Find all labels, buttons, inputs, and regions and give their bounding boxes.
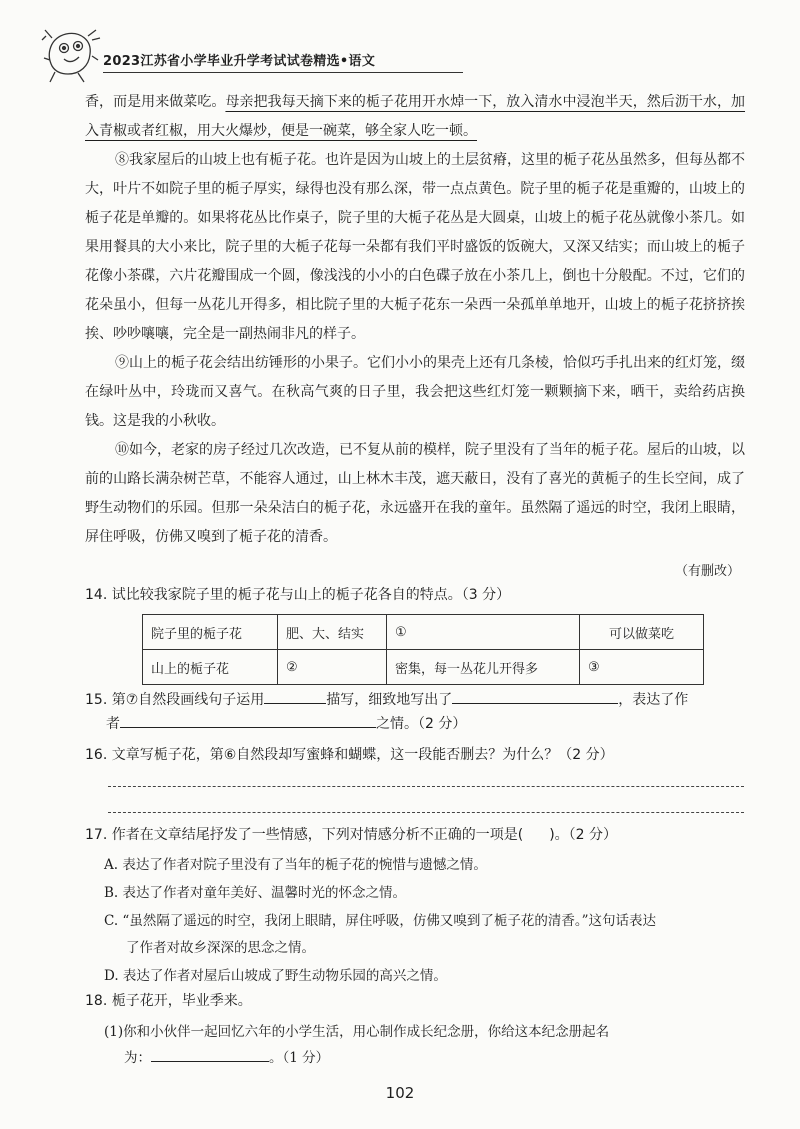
option-c[interactable]: C. “虽然隔了遥远的时空，我闭上眼睛，屏住呼吸，仿佛又嗅到了栀子花的清香。”这句话表达 (104, 913, 656, 929)
answer-blank-description-type[interactable] (264, 688, 326, 704)
option-b[interactable]: B. 表达了作者对童年美好、温馨时光的怀念之情。 (104, 885, 407, 901)
question-14: 14. 试比较我家院子里的栀子花与山上的栀子花各自的特点。（3 分） (85, 587, 511, 603)
answer-blank-emotion[interactable] (120, 712, 376, 728)
question-18-prefix: 为： (124, 1050, 151, 1066)
table-cell: ① (387, 615, 580, 650)
paragraph-8: ⑧我家屋后的山坡上也有栀子花。也许是因为山坡上的土层贫瘠，这里的栀子花丛虽然多，但每丛都不大，叶片不如院子里的栀子厚实，绿得也没有那么深，带一点点黄色。院子里的栀子花是重瓣的，山坡上的栀子花是单瓣的。如果将花丛比作桌子，院子里的大栀子花丛是大圆桌，山坡上的栀子花丛就像小茶几。如果用餐具的大小来比，院子里的大栀子花每一朵都有我们平时盛饭的饭碗大，又深又结实；而山坡上的栀子花像小茶碟，六片花瓣围成一个圆，像浅浅的小小的白色碟子放在小茶几上，倒也十分般配。不过，它们的花朵虽小，但每一丛花儿开得多，相比院子里的大栀子花东一朵西一朵孤单单地开，山坡上的栀子花挤挤挨挨、吵吵嚷嚷，完全是一副热闹非凡的样子。 (85, 152, 745, 342)
answer-cell-3[interactable]: ③ (580, 650, 704, 685)
paragraph-7-continued (85, 88, 745, 146)
header-dot: • (339, 54, 349, 69)
table-row (143, 615, 704, 650)
question-15-line-1 (85, 688, 688, 709)
question-18-suffix: 。（1 分） (269, 1050, 330, 1066)
question-18-part-1: (1)你和小伙伴一起回忆六年的小学生活，用心制作成长纪念册，你给这本纪念册起名 (104, 1024, 610, 1040)
table-row (143, 650, 704, 685)
question-17-stem: 17. 作者在文章结尾抒发了一些情感，下列对情感分析不正确的一项是( (85, 827, 524, 843)
question-15-text: ，表达了作 (618, 692, 689, 708)
paragraph-10: ⑩如今，老家的房子经过几次改造，已不复从前的模样，院子里没有了当年的栀子花。屋后的山坡，以前的山路长满杂树芒草，不能容人通过，山上林木丰茂，遮天蔽日，没有了喜光的黄栀子的生长空间，成了野生动物们的乐园。但那一朵朵洁白的栀子花，永远盛开在我的童年。虽然隔了遥远的时空，我闭上眼睛，屏住呼吸，仿佛又嗅到了栀子花的清香。 (85, 442, 745, 545)
question-15-text: 者 (106, 716, 120, 732)
answer-blank-content[interactable] (452, 688, 618, 704)
paragraph-7-underlined-sentence: 母亲把我每天摘下来的栀子花用开水焯一下，放入清水中浸泡半天，然后沥干水，加入青椒或者红椒，用大火爆炒，便是一碗菜，够全家人吃一顿。 (85, 94, 746, 139)
answer-cell-2[interactable]: ② (278, 650, 387, 685)
edit-note: （有删改） (674, 564, 740, 579)
question-16: 16. 文章写栀子花，第⑥自然段却写蜜蜂和蝴蝶，这一段能否删去？为什么？（2 分） (85, 747, 614, 763)
table-cell: 院子里的栀子花 (143, 615, 278, 650)
header-year: 2023 (103, 54, 141, 69)
question-15-text: 15. 第⑦自然段画线句子运用 (85, 692, 265, 708)
page-number: 102 (385, 1084, 415, 1102)
question-17 (85, 824, 617, 844)
option-a[interactable]: A. 表达了作者对院子里没有了当年的栀子花的惋惜与遗憾之情。 (104, 857, 487, 873)
option-c-continued: 了作者对故乡深深的思念之情。 (126, 940, 315, 956)
header-series-title: 江苏省小学毕业升学考试试卷精选 (140, 54, 340, 69)
paragraph-9: ⑨山上的栀子花会结出纺锤形的小果子。它们小小的果壳上还有几条棱，恰似巧手扎出来的红灯笼，缀在绿叶丛中，玲珑而又喜气。在秋高气爽的日子里，我会把这些红灯笼一颗颗摘下来，晒干，卖给药店换钱。这是我的小秋收。 (85, 355, 745, 429)
cartoon-mascot-logo (40, 26, 102, 86)
answer-blank-album-name[interactable] (151, 1046, 269, 1062)
answer-line[interactable] (108, 786, 744, 787)
table-cell: 肥、大、结实 (278, 615, 387, 650)
table-cell: 密集，每一丛花儿开得多 (387, 650, 580, 685)
reading-passage (85, 88, 745, 552)
table-cell: 可以做菜吃 (580, 615, 704, 650)
question-18-part-1-answer (124, 1046, 329, 1066)
paragraph-7-plain-text: 香，而是用来做菜吃。 (85, 94, 226, 110)
question-15-text: 描写，细致地写出了 (326, 692, 453, 708)
question-15-text: 之情。（2 分） (376, 716, 467, 732)
running-header (103, 50, 375, 69)
answer-line[interactable] (108, 812, 744, 813)
question-15-line-2 (106, 712, 466, 733)
question-18: 18. 栀子花开，毕业季来。 (85, 993, 252, 1009)
option-d[interactable]: D. 表达了作者对屋后山坡成了野生动物乐园的高兴之情。 (104, 968, 447, 984)
table-cell: 山上的栀子花 (143, 650, 278, 685)
header-rule (103, 72, 463, 73)
question-17-stem-end: )。（2 分） (549, 827, 618, 843)
header-subject: 语文 (348, 54, 376, 69)
comparison-table (142, 614, 704, 685)
